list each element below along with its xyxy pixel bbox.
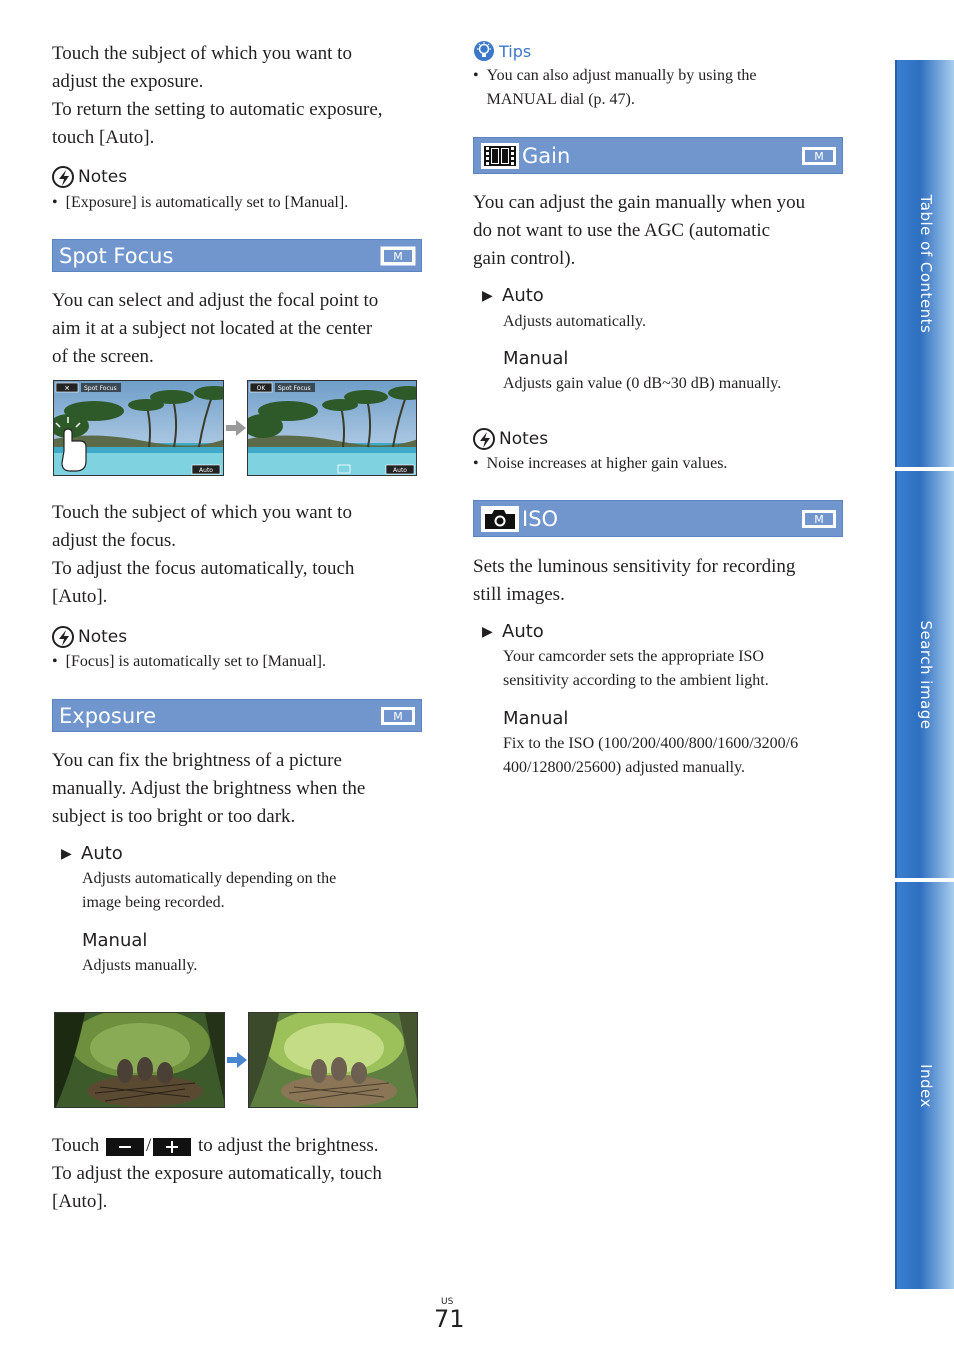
bullet-dot: • bbox=[473, 67, 479, 84]
notes-heading bbox=[52, 626, 127, 648]
manual-mode-icon bbox=[380, 246, 416, 266]
tab-search-image[interactable] bbox=[895, 471, 954, 878]
option-manual bbox=[503, 347, 568, 371]
tips-lightbulb-icon bbox=[473, 40, 495, 62]
tips-bullet bbox=[473, 64, 757, 112]
option-label: Auto bbox=[502, 621, 544, 642]
notes-icon bbox=[52, 166, 74, 188]
text-line: You can select and adjust the focal point to bbox=[52, 290, 379, 311]
text-line: still images. bbox=[473, 584, 565, 605]
option-auto bbox=[61, 842, 123, 866]
film-strip-icon bbox=[480, 142, 520, 170]
svg-text:M: M bbox=[814, 513, 824, 526]
bullet-text: Noise increases at higher gain values. bbox=[486, 455, 728, 472]
section-title: ISO bbox=[522, 506, 559, 531]
default-marker-icon: ▶ bbox=[482, 288, 493, 304]
svg-text:✕: ✕ bbox=[64, 384, 70, 393]
camera-icon bbox=[480, 505, 520, 533]
text-line: do not want to use the AGC (automatic bbox=[473, 220, 771, 241]
text-line: manually. Adjust the brightness when the bbox=[52, 778, 366, 799]
text-fragment: Touch bbox=[52, 1135, 100, 1156]
tab-table-of-contents[interactable] bbox=[895, 60, 954, 467]
text-line: Adjusts gain value (0 dB~30 dB) manually. bbox=[503, 375, 782, 392]
bullet-dot: • bbox=[52, 194, 58, 211]
arrow-right-icon bbox=[227, 1052, 247, 1068]
option-label: Manual bbox=[503, 708, 569, 729]
text-line: Adjusts manually. bbox=[82, 957, 198, 974]
option-manual-description bbox=[82, 954, 197, 978]
option-manual bbox=[82, 929, 147, 953]
svg-text:M: M bbox=[393, 250, 403, 263]
tab-label: Search image bbox=[916, 619, 935, 730]
section-bar-iso bbox=[473, 500, 843, 537]
option-auto bbox=[482, 284, 544, 308]
text-fragment: to adjust the brightness. bbox=[198, 1135, 379, 1156]
option-label: Manual bbox=[503, 348, 569, 369]
bullet-dot: • bbox=[473, 455, 479, 472]
spot-focus-description bbox=[52, 287, 432, 371]
spot-focus-instructions bbox=[52, 499, 432, 611]
text-line: To adjust the focus automatically, touch bbox=[52, 558, 355, 579]
exposure-image-dark bbox=[54, 1012, 225, 1108]
svg-text:M: M bbox=[393, 710, 403, 723]
minus-button-icon bbox=[106, 1138, 144, 1156]
page-number: 71 bbox=[434, 1305, 465, 1333]
bullet-text: [Focus] is automatically set to [Manual]. bbox=[65, 653, 326, 670]
text-line: gain control). bbox=[473, 248, 576, 269]
notes-label: Notes bbox=[78, 627, 128, 647]
text-line: To adjust the exposure automatically, touch bbox=[52, 1163, 382, 1184]
notes-label: Notes bbox=[499, 429, 549, 449]
text-line: Your camcorder sets the appropriate ISO bbox=[503, 648, 764, 665]
spot-focus-screen-before bbox=[53, 380, 224, 476]
option-label: Manual bbox=[82, 930, 148, 951]
svg-text:M: M bbox=[814, 150, 824, 163]
default-marker-icon: ▶ bbox=[61, 846, 72, 862]
text-line: aim it at a subject not located at the center bbox=[52, 318, 373, 339]
text-line: You can also adjust manually by using the bbox=[486, 67, 757, 84]
tips-label: Tips bbox=[499, 41, 532, 61]
tab-label: Index bbox=[916, 1063, 935, 1108]
touch-line bbox=[52, 1132, 442, 1160]
manual-mode-icon bbox=[801, 146, 837, 166]
text-line: image being recorded. bbox=[82, 894, 225, 911]
bullet-dot: • bbox=[52, 653, 58, 670]
exposure-instructions bbox=[52, 1132, 442, 1216]
option-auto-description bbox=[503, 310, 646, 334]
exposure-image-bright bbox=[248, 1012, 418, 1108]
section-title: Gain bbox=[522, 143, 571, 168]
section-title: Exposure bbox=[59, 703, 157, 728]
tab-label: Table of Contents bbox=[916, 194, 935, 333]
text-line: Sets the luminous sensitivity for recording bbox=[473, 556, 796, 577]
section-bar-gain bbox=[473, 137, 843, 174]
text-line: MANUAL dial (p. 47). bbox=[486, 91, 635, 108]
text-line: [Auto]. bbox=[52, 586, 108, 607]
section-bar-spot-focus bbox=[52, 239, 422, 272]
notes-bullet bbox=[52, 191, 348, 215]
tab-index[interactable] bbox=[895, 882, 954, 1289]
text-line: Adjusts automatically. bbox=[503, 313, 646, 330]
plus-button-icon bbox=[153, 1138, 191, 1156]
notes-heading bbox=[52, 166, 127, 188]
text-line: adjust the focus. bbox=[52, 530, 177, 551]
text-line: To return the setting to automatic exposure, bbox=[52, 99, 383, 120]
exposure-intro bbox=[52, 40, 432, 152]
svg-text:Spot Focus: Spot Focus bbox=[278, 385, 311, 392]
manual-mode-icon bbox=[801, 509, 837, 529]
svg-text:Auto: Auto bbox=[199, 467, 213, 474]
text-line: [Auto]. bbox=[52, 1191, 108, 1212]
gain-description bbox=[473, 189, 853, 273]
text-line: Touch the subject of which you want to bbox=[52, 502, 352, 523]
spot-focus-screen-after bbox=[247, 380, 417, 476]
tips-heading bbox=[473, 40, 531, 62]
option-manual-description bbox=[503, 732, 848, 780]
text-fragment: / bbox=[145, 1135, 152, 1156]
region-code: US bbox=[441, 1297, 454, 1307]
svg-text:OK: OK bbox=[256, 385, 266, 392]
bullet-text: [Exposure] is automatically set to [Manual]. bbox=[65, 194, 349, 211]
iso-description bbox=[473, 553, 853, 609]
text-line: Adjusts automatically depending on the bbox=[82, 870, 337, 887]
exposure-description bbox=[52, 747, 432, 831]
text-line: Fix to the ISO (100/200/400/800/1600/3200/6 bbox=[503, 735, 799, 752]
option-auto-description bbox=[503, 645, 848, 693]
notes-bullet bbox=[52, 650, 326, 674]
option-manual bbox=[503, 707, 568, 731]
text-line: of the screen. bbox=[52, 346, 154, 367]
text-line: 400/12800/25600) adjusted manually. bbox=[503, 759, 746, 776]
option-label: Auto bbox=[502, 285, 544, 306]
section-title: Spot Focus bbox=[59, 243, 174, 268]
notes-label: Notes bbox=[78, 167, 128, 187]
notes-heading bbox=[473, 428, 548, 450]
arrow-right-icon bbox=[226, 420, 246, 436]
text-line: touch [Auto]. bbox=[52, 127, 155, 148]
text-line: You can fix the brightness of a picture bbox=[52, 750, 342, 771]
text-line: subject is too bright or too dark. bbox=[52, 806, 296, 827]
text-line: Touch the subject of which you want to bbox=[52, 43, 352, 64]
text-line: You can adjust the gain manually when you bbox=[473, 192, 806, 213]
section-bar-exposure bbox=[52, 699, 422, 732]
option-manual-description bbox=[503, 372, 781, 396]
option-auto bbox=[482, 620, 544, 644]
default-marker-icon: ▶ bbox=[482, 624, 493, 640]
option-auto-description bbox=[82, 867, 422, 915]
notes-icon bbox=[52, 626, 74, 648]
manual-mode-icon bbox=[380, 706, 416, 726]
svg-text:Spot Focus: Spot Focus bbox=[84, 385, 117, 392]
notes-bullet bbox=[473, 452, 727, 476]
text-line: sensitivity according to the ambient light. bbox=[503, 672, 769, 689]
text-line: adjust the exposure. bbox=[52, 71, 204, 92]
option-label: Auto bbox=[81, 843, 123, 864]
svg-text:Auto: Auto bbox=[393, 467, 407, 474]
notes-icon bbox=[473, 428, 495, 450]
